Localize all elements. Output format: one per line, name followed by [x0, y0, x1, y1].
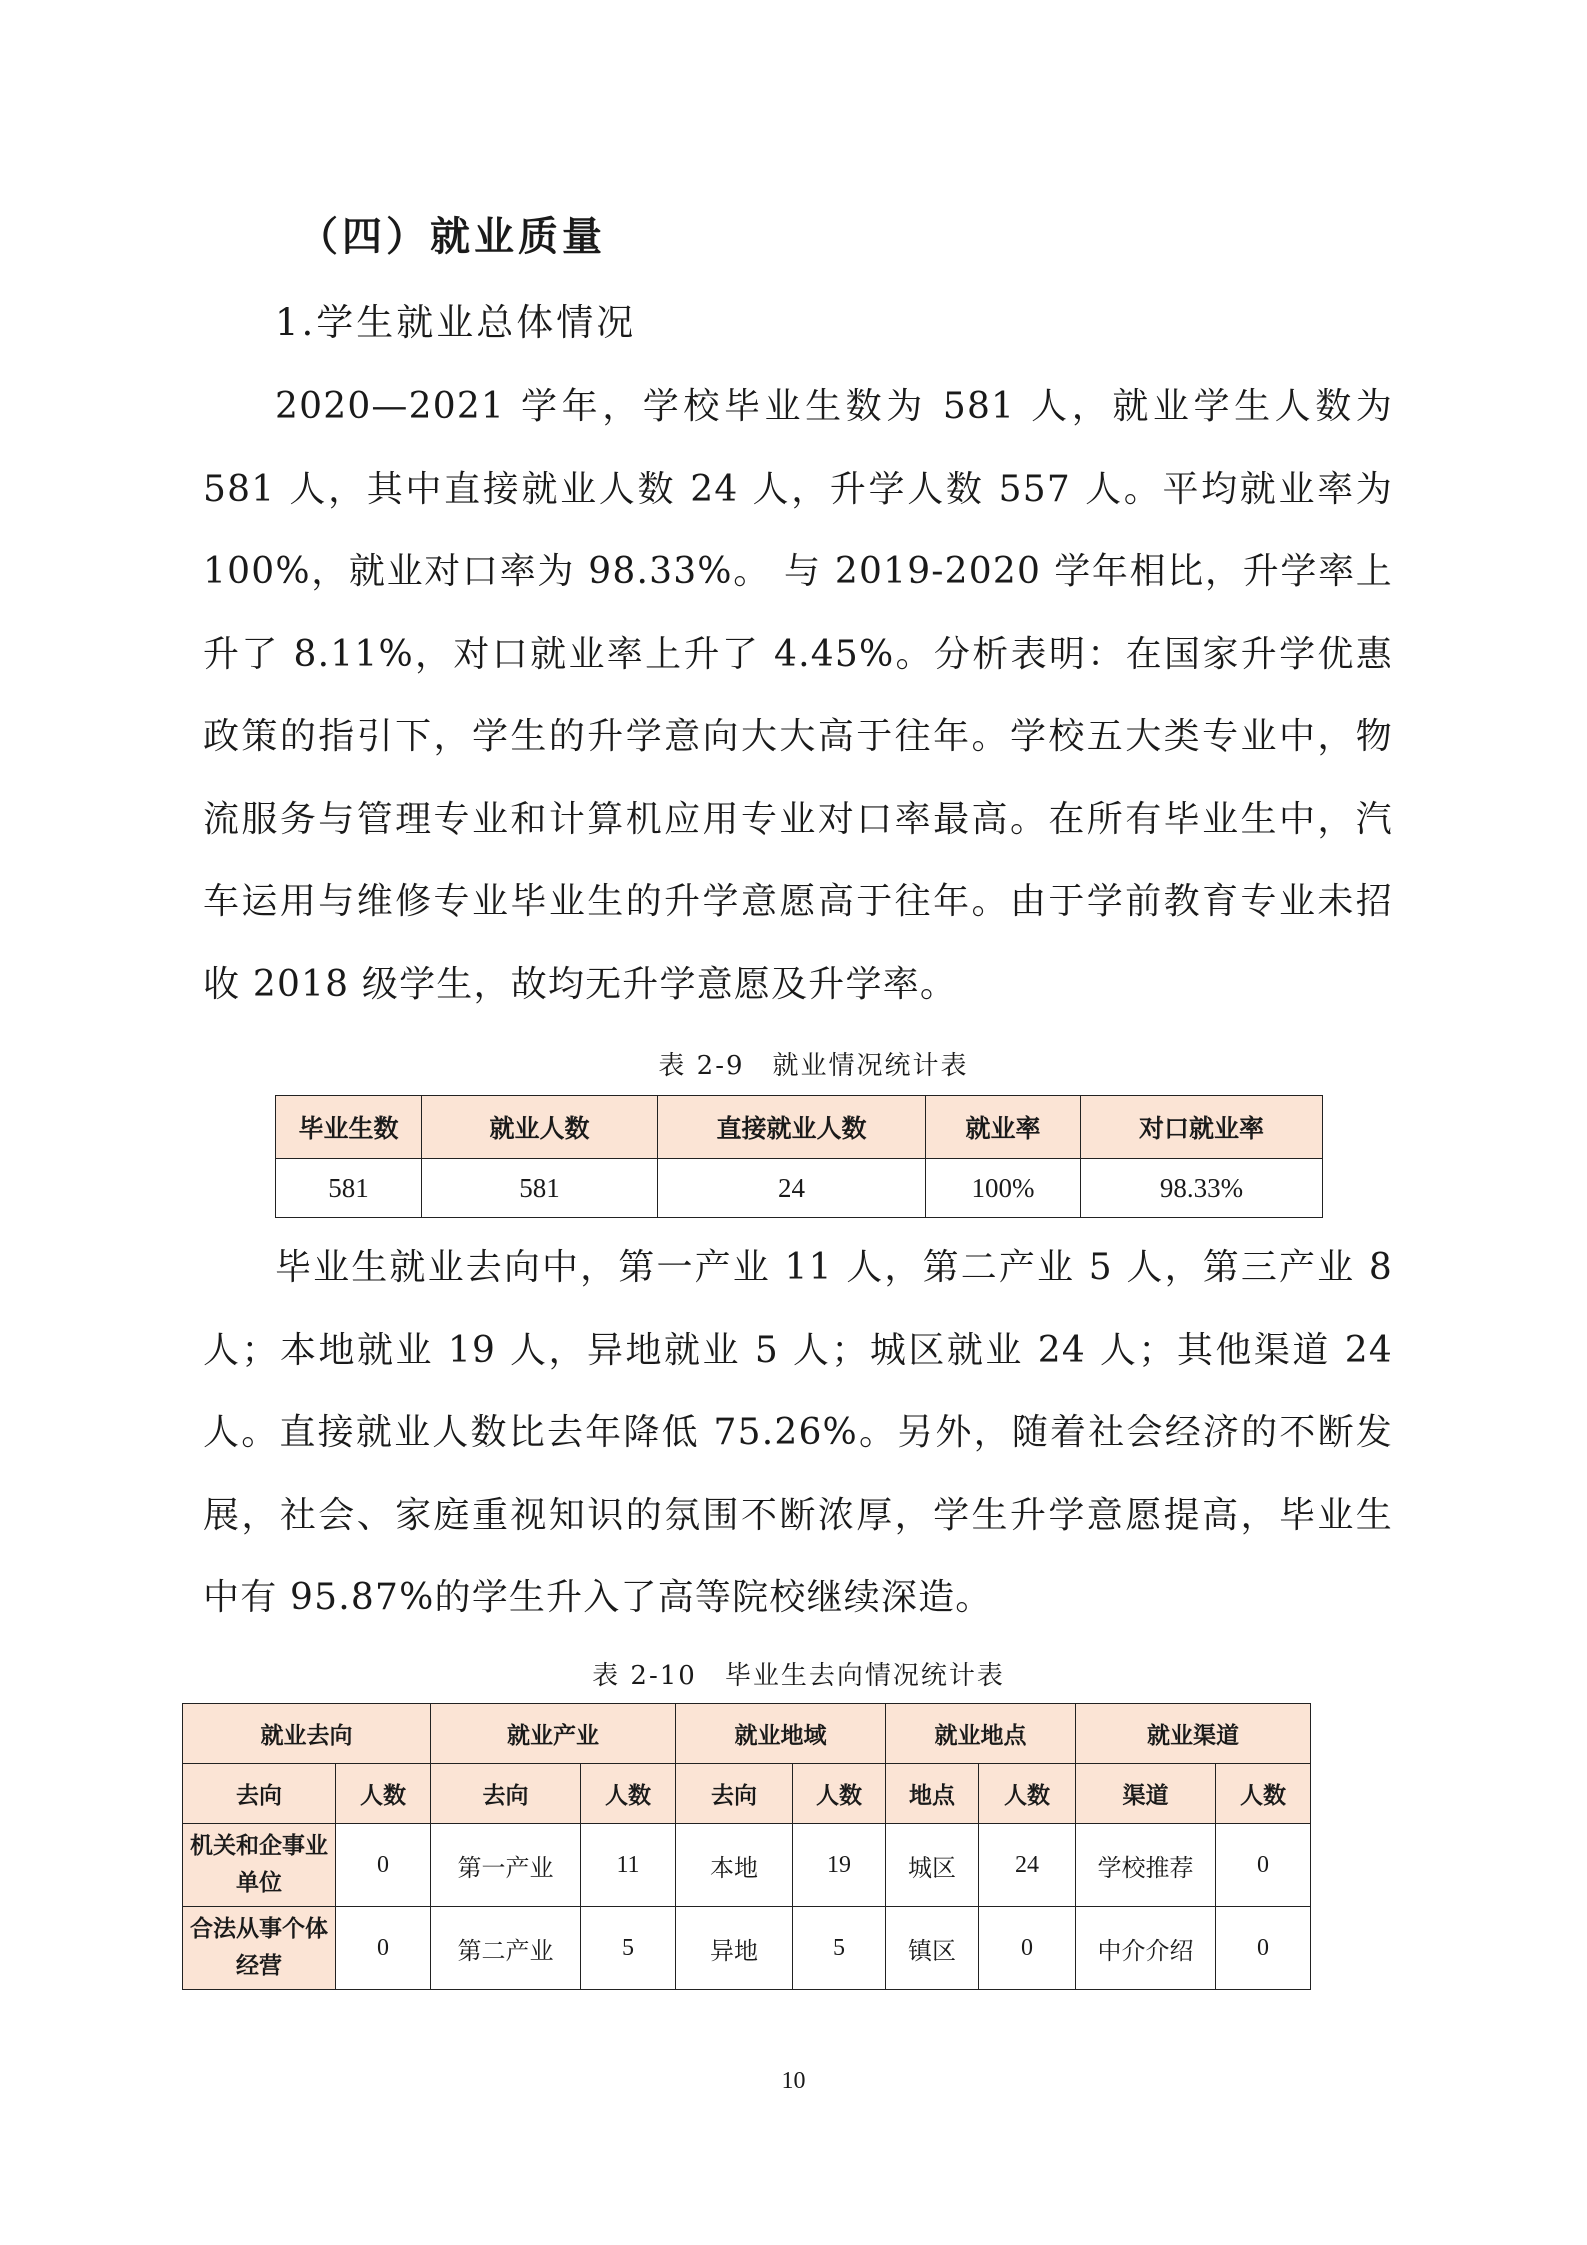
- table-cell: 24: [979, 1824, 1076, 1907]
- table-group-header: 就业地域: [676, 1704, 886, 1764]
- table-group-header: 就业去向: [183, 1704, 431, 1764]
- table1-caption: 表 2-9 就业情况统计表: [658, 1051, 969, 1081]
- table-header-cell: 对口就业率: [1081, 1096, 1323, 1159]
- table-group-header: 就业地点: [886, 1704, 1076, 1764]
- table-group-header: 就业产业: [431, 1704, 676, 1764]
- paragraph-destinations: 毕业生就业去向中，第一产业 11 人，第二产业 5 人，第三产业 8 人；本地就业 19 人，异地就业 5 人；城区就业 24 人；其他渠道 24 人。直接就业人数比去年降低 75.26%。另外，随着社会经济的不断发展，社会、家庭重视知识的氛围不断浓厚，学生升学意愿提高，毕业生中有 95.87%的学生升入了高等院校继续深造。: [203, 1247, 1393, 1618]
- table-subheader: 地点: [886, 1764, 979, 1824]
- table-row: [276, 1159, 1323, 1218]
- table-cell: 98.33%: [1081, 1159, 1323, 1218]
- table-cell: 本地: [676, 1824, 793, 1907]
- table-cell: 0: [336, 1907, 431, 1990]
- table-cell: 城区: [886, 1824, 979, 1907]
- table-cell: 581: [422, 1159, 658, 1218]
- table-cell: 19: [793, 1824, 886, 1907]
- table-row-header: 机关和企事业单位: [183, 1824, 336, 1907]
- table-cell: 5: [793, 1907, 886, 1990]
- table-row: [183, 1824, 1311, 1907]
- table-cell: 0: [336, 1824, 431, 1907]
- section-heading: （四）就业质量: [298, 214, 606, 260]
- table-cell: 中介介绍: [1076, 1907, 1216, 1990]
- table-row: [183, 1907, 1311, 1990]
- table-cell: 581: [276, 1159, 422, 1218]
- table-cell: 11: [581, 1824, 676, 1907]
- sub-heading: 1.学生就业总体情况: [275, 301, 637, 344]
- table-group-header-row: [183, 1704, 1311, 1764]
- table-cell: 镇区: [886, 1907, 979, 1990]
- table-header-cell: 直接就业人数: [658, 1096, 926, 1159]
- table-subheader: 去向: [676, 1764, 793, 1824]
- table-row-header: 合法从事个体经营: [183, 1907, 336, 1990]
- table-cell: 学校推荐: [1076, 1824, 1216, 1907]
- table-cell: 24: [658, 1159, 926, 1218]
- table-subheader: 人数: [336, 1764, 431, 1824]
- table-subheader: 人数: [979, 1764, 1076, 1824]
- table-subheader: 去向: [431, 1764, 581, 1824]
- table-subheader: 渠道: [1076, 1764, 1216, 1824]
- table-subheader: 人数: [793, 1764, 886, 1824]
- table-subheader-row: [183, 1764, 1311, 1824]
- table-cell: 第二产业: [431, 1907, 581, 1990]
- table-cell: 0: [1216, 1824, 1311, 1907]
- table-group-header: 就业渠道: [1076, 1704, 1311, 1764]
- employment-stats-table: [275, 1095, 1323, 1218]
- table-cell: 异地: [676, 1907, 793, 1990]
- table-subheader: 人数: [581, 1764, 676, 1824]
- page-number: 10: [781, 2068, 806, 2094]
- table-header-row: [276, 1096, 1323, 1159]
- table-header-cell: 就业率: [926, 1096, 1081, 1159]
- table2-caption: 表 2-10 毕业生去向情况统计表: [592, 1661, 1005, 1691]
- table-subheader: 人数: [1216, 1764, 1311, 1824]
- table-cell: 0: [979, 1907, 1076, 1990]
- table-header-cell: 毕业生数: [276, 1096, 422, 1159]
- table-cell: 第一产业: [431, 1824, 581, 1907]
- graduate-destination-table: [182, 1703, 1311, 1990]
- table-cell: 5: [581, 1907, 676, 1990]
- table-cell: 100%: [926, 1159, 1081, 1218]
- paragraph-overall: 2020—2021 学年，学校毕业生数为 581 人，就业学生人数为 581 人，其中直接就业人数 24 人，升学人数 557 人。平均就业率为 100%，就业对口率为 98.33%。 与 2019-2020 学年相比，升学率上升了 8.11%，对口就业率上升了 4.45%。分析表明：在国家升学优惠政策的指引下，学生的升学意向大大高于往年。学校五大类专业中，物流服务与管理专业和计算机应用专业对口率最高。在所有毕业生中，汽车运用与维修专业毕业生的升学意愿高于往年。由于学前教育专业未招收 2018 级学生，故均无升学意愿及升学率。: [203, 386, 1393, 1005]
- table-subheader: 去向: [183, 1764, 336, 1824]
- table-header-cell: 就业人数: [422, 1096, 658, 1159]
- table-cell: 0: [1216, 1907, 1311, 1990]
